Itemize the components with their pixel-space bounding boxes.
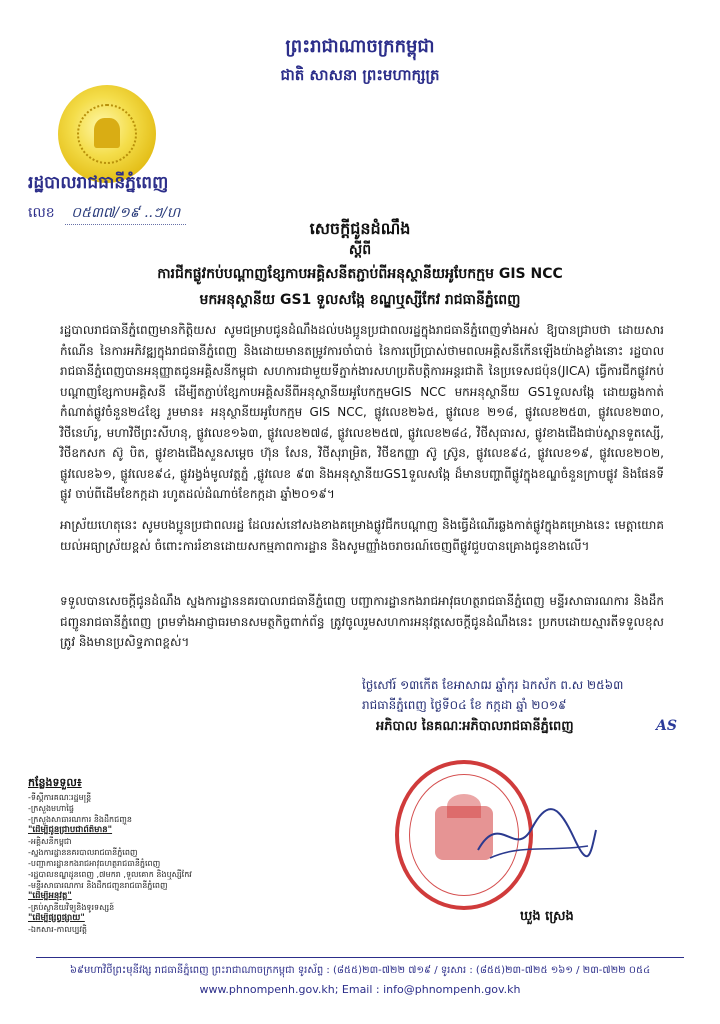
footer-address: ៦៩មហាវិថីព្រះមុនីវង្ស រាជធានីភ្នំពេញ ព្រះរាជាណាចក្រកម្ពុជា ទូរស័ព្ទ : (៨៥៥)២៣-៧២២ ៧១៩ / ទូរសារ : (៨៥៥)២៣-៧២៥ ១៦១ / ២៣-៧២២ ០៥៤ [69, 965, 651, 976]
website-link[interactable]: www.phnompenh.gov.kh [199, 983, 335, 996]
recipient-item: -ស្នងការដ្ឋាននគរបាលរាជធានីភ្នំពេញ [28, 848, 138, 857]
body-paragraph-2: អាស្រ័យហេតុនេះ សូមបងប្អូនប្រជាពលរដ្ឋ ដែលរស់នៅសងខាងគម្រោងផ្លូវជីកបណ្តាញ និងធ្វើដំណើរឆ្លងកាត់ផ្លូវក្នុងគម្រោងនេះ មេត្តាយោគយល់អធ្យាស្រ័យខ្ពស់ ចំពោះការរំខានដោយសកម្មភាពការដ្ឋាន និងសូមញ្ញាំងចរាចរណ៍ចេញពីផ្លូវជួបបានគ្រោងជូនខាងលើ។ [60, 518, 664, 553]
recipient-item: -អគ្គិសនីកម្ពុជា [28, 837, 72, 846]
email-link[interactable]: info@phnompenh.gov.kh [383, 983, 521, 996]
recipient-group-heading: "ដើម្បីអនុវត្ត" [28, 891, 72, 901]
document-type-title: សេចក្តីជូនដំណឹង [309, 219, 411, 238]
recipient-item: -ទីស្តីការគណៈរដ្ឋមន្ត្រី [28, 793, 92, 802]
subject-line-1: ការជីកផ្លូវកប់បណ្តាញខ្សែកាបអគ្គិសនីតភ្ជាប់ពីអនុស្ថានីយអូបែកក្មម GIS NCC [157, 266, 563, 282]
email-label: ; Email : [334, 983, 384, 996]
recipient-item: -ឯកសារ-កាលប្បវត្តិ [28, 925, 87, 934]
reference-value: ០៥៣៧/១៩ ..ៗ/ហ [65, 203, 186, 225]
recipient-item: -រដ្ឋបាលខណ្ឌដូនពេញ ,៧មករា ,ទួលគោក និងឬស្សីកែវ [28, 870, 192, 879]
subject-line-2: មកអនុស្ថានីយ GS1 ទួលសង្កែ ខណ្ឌឬស្សីកែវ រាជធានីភ្នំពេញ [199, 292, 521, 308]
recipients-list [28, 792, 328, 935]
recipient-item: -មន្ទីរសាធារណការ និងដឹកជញ្ជូនរាជធានីភ្នំពេញ [28, 881, 168, 890]
body-paragraph-3: ទទួលបានសេចក្តីជូនដំណឹង ស្នងការដ្ឋាននគរបាលរាជធានីភ្នំពេញ បញ្ជាការដ្ឋានកងរាជអាវុធហត្ថរាជធានីភ្នំពេញ មន្ទីរសាធារណការ និងដឹកជញ្ជូនរាជធានីភ្នំពេញ ព្រមទាំងអាជ្ញាធរមានសមត្ថកិច្ចពាក់ព័ន្ធ ត្រូវចូលរួមសហការអនុវត្តសេចក្តីជូនដំណឹងនេះ ប្រកបដោយស្មារតីទទួលខុសត្រូវ និងមានប្រសិទ្ធភាពខ្ពស់។ [60, 594, 664, 649]
reference-label: លេខ [28, 205, 55, 221]
recipient-item: -ក្រសួងសាធារណការ និងដឹកជញ្ជូន [28, 815, 132, 824]
handwritten-signature [470, 800, 600, 870]
solar-date: រាជធានីភ្នំពេញ ថ្ងៃទី០៤ ខែ កក្កដា ឆ្នាំ ២០១៩ [362, 698, 567, 712]
body-paragraph-1: រដ្ឋបាលរាជធានីភ្នំពេញមានកិត្តិយស សូមជម្រាបជូនដំណឹងដល់បងប្អូនប្រជាពលរដ្ឋក្នុងរាជធានីភ្នំពេញទាំងអស់ ឱ្យបានជ្រាបថា ដោយសារកំណើន នៃការអភិវឌ្ឍក្នុងរាជធានីភ្នំពេញ និងដោយមានតម្រូវការចាំបាច់ នៃការប្រើប្រាស់ថាមពលអគ្គិសនីកើនឡើងយ៉ាងខ្លាំងនោះ រដ្ឋបាលរាជធានីភ្នំពេញបានអនុញ្ញាតជូនអគ្គិសនីកម្ពុជា សហការជាមួយទីភ្នាក់ងារសហប្រតិបត្តិការអន្តរជាតិ នៃប្រទេសជប៉ុន(JICA) ធ្វើការជីកផ្លូវកប់បណ្តាញខ្សែកាបអគ្គិសនី ដើម្បីតភ្ជាប់ខ្សែកាបអគ្គិសនីពីអនុស្ថានីយអូបែកក្មមGIS NCC មកអនុស្ថានីយ GS1ទួលសង្កែ ដោយឆ្លងកាត់កំណាត់ផ្លូវចំនួន២៤ខ្សែ រួមមាន៖ អនុស្ថានីយអូបែកក្មម GIS NCC, ផ្លូវលេខ២៦៥, ផ្លូវលេខ ២១៨, ផ្លូវលេខ២៥៣, ផ្លូវលេខ២៣០, វិថីនេហ៍រូ, មហាវិថីព្រះសីហនុ, ផ្លូវលេខ១៦៣, ផ្លូវលេខ២៧៨, ផ្លូវលេខ២៥៧, ផ្លូវលេខ២៨៤, វិថីសុធារស, ផ្លូវខាងជើងជាប់ស្ពានទួតស្សើ, វិថីឧកសក ស៊ូ បិត, ផ្លូវខាងជើងសួនសម្តេច ហ៊ុន សែន, វិថីសុរាម្រិត, វិថីឧកញ្ញា ស៊ូ ស្រ៊ូន, ផ្លូវលេខ៩៤, ផ្លូវលេខ១៩, ផ្លូវលេខ២០២, ផ្លូវលេខ៦១, ផ្លូវលេខ៩៤, ផ្លូវរង្វង់មូលវត្តភ្នំ ,ផ្លូវលេខ ៩៣ និងអនុស្ថានីយGS1ទួលសង្កែ ដ៏មានបញ្ហាពីផ្លូវក្នុងខណ្ឌចំនួនក្រាបផ្លូវ និងផែនទីផ្លូវ ចាប់ពីដើមខែកក្កដា រហូតដល់ដំណាច់ខែកក្កដា ឆ្នាំ២០១៩។ [60, 323, 664, 501]
handwritten-initial: AS [656, 718, 677, 734]
recipient-item: -ក្រសួងមហាផ្ទៃ [28, 804, 74, 813]
footer-divider [36, 957, 684, 958]
footer-contact [0, 983, 720, 996]
recipient-group-heading: "ដើម្បីជូនជ្រាបជាព័ត៌មាន" [28, 825, 113, 835]
date-block [362, 675, 623, 715]
lunar-date: ថ្ងៃសៅរ៍ ១៣កើត ខែអាសាឍ ឆ្នាំកុរ ឯកស័ក ព.ស ២៥៦៣ [362, 678, 624, 692]
municipal-seal-logo [58, 85, 156, 183]
signer-name: ឃួង ស្រេង [520, 909, 574, 924]
governor-title: អភិបាល នៃគណៈអភិបាលរាជធានីភ្នំពេញ [376, 719, 574, 734]
national-motto: ជាតិ សាសនា ព្រះមហាក្សត្រ [280, 66, 440, 84]
recipient-item: -គ្រប់ស្ថានីយវិទ្យុនិងទូរទស្សន៍ [28, 903, 115, 912]
recipients-heading: កន្លែងទទួល៖ [28, 776, 82, 789]
organization-name: រដ្ឋបាលរាជធានីភ្នំពេញ [28, 173, 169, 193]
recipient-group-heading: "ដើម្បីផ្សព្វផ្សាយ" [28, 913, 85, 923]
recipient-item: -បញ្ជាការដ្ឋានកងរាជអាវុធហត្ថរាជធានីភ្នំពេញ [28, 859, 161, 868]
about-label: ស្តីពី [348, 242, 372, 258]
kingdom-heading: ព្រះរាជាណាចក្រកម្ពុជា [285, 36, 435, 57]
